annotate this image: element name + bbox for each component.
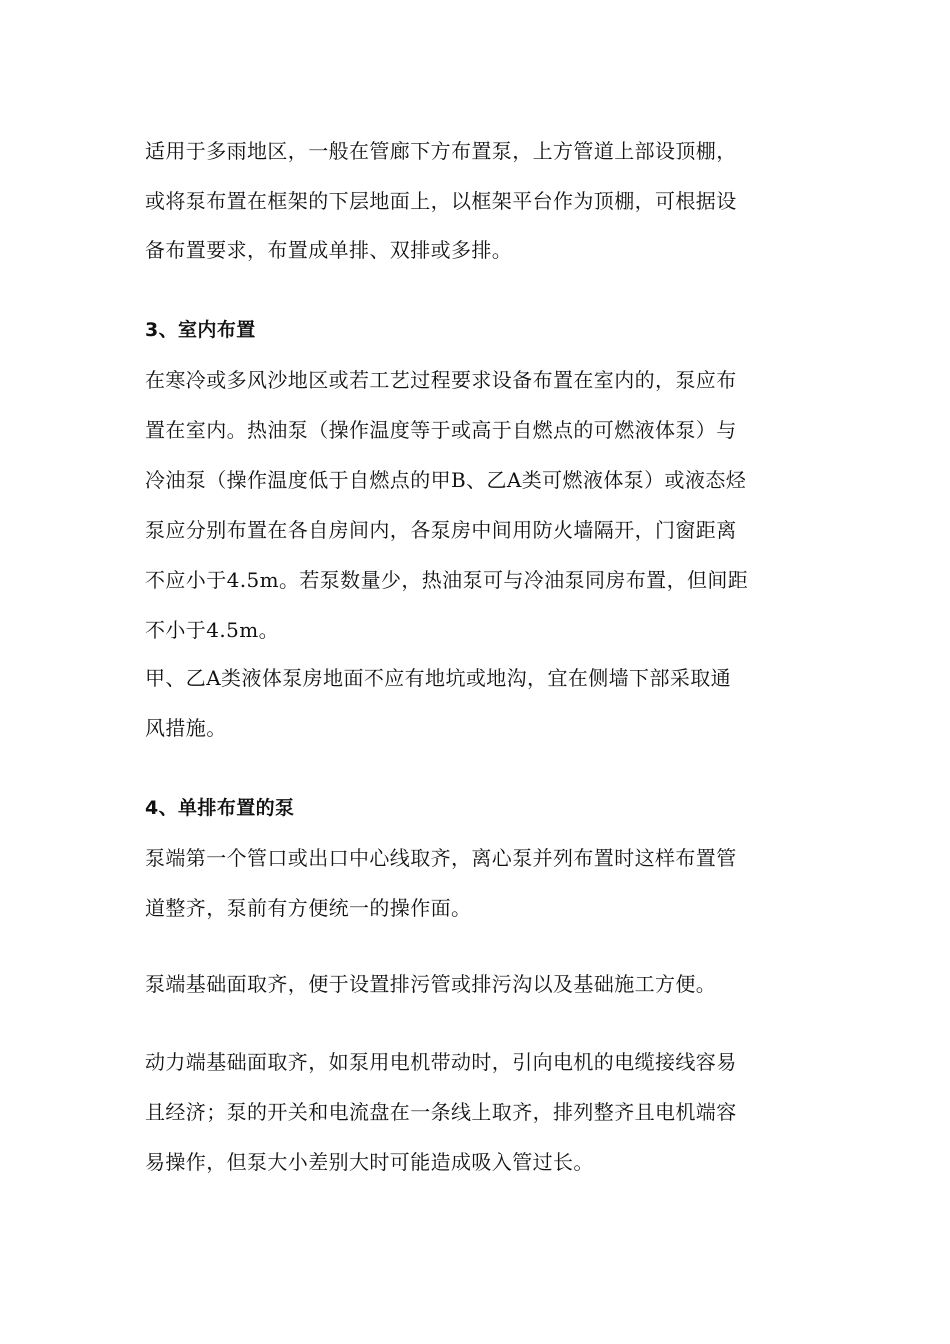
section-4-para-2-line-1: 泵端基础面取齐，便于设置排污管或排污沟以及基础施工方便。 bbox=[145, 972, 717, 996]
section-4-para-3-line-3: 易操作，但泵大小差别大时可能造成吸入管过长。 bbox=[145, 1150, 594, 1174]
section-4-para-1-line-2: 道整齐，泵前有方便统一的操作面。 bbox=[145, 896, 472, 920]
section-4-para-1-line-1: 泵端第一个管口或出口中心线取齐，离心泵并列布置时这样布置管 bbox=[145, 846, 737, 870]
section-4-para-3-line-1: 动力端基础面取齐，如泵用电机带动时，引向电机的电缆接线容易 bbox=[145, 1050, 737, 1074]
section-3-para-1-line-2: 置在室内。热油泵（操作温度等于或高于自燃点的可燃液体泵）与 bbox=[145, 418, 737, 442]
section-3-para-2-line-2: 风措施。 bbox=[145, 716, 227, 740]
section-3-heading: 3、室内布置 bbox=[145, 319, 256, 341]
intro-line-3: 备布置要求，布置成单排、双排或多排。 bbox=[145, 238, 513, 262]
section-4-para-3-line-2: 且经济；泵的开关和电流盘在一条线上取齐，排列整齐且电机端容 bbox=[145, 1100, 737, 1124]
section-3-para-1-line-4: 泵应分别布置在各自房间内，各泵房中间用防火墙隔开，门窗距离 bbox=[145, 518, 737, 542]
intro-line-1: 适用于多雨地区，一般在管廊下方布置泵，上方管道上部设顶棚， bbox=[145, 139, 737, 163]
section-3-para-1-line-3: 冷油泵（操作温度低于自燃点的甲B、乙A类可燃液体泵）或液态烃 bbox=[145, 468, 747, 492]
section-3-para-1-line-5: 不应小于4.5m。若泵数量少，热油泵可与冷油泵同房布置，但间距 bbox=[145, 568, 749, 592]
section-3-para-2-line-1: 甲、乙A类液体泵房地面不应有地坑或地沟，宜在侧墙下部采取通 bbox=[145, 666, 732, 690]
intro-line-2: 或将泵布置在框架的下层地面上，以框架平台作为顶棚，可根据设 bbox=[145, 189, 737, 213]
section-3-para-1-line-6: 不小于4.5m。 bbox=[145, 618, 279, 642]
section-4-heading: 4、单排布置的泵 bbox=[145, 797, 295, 819]
section-3-para-1-line-1: 在寒冷或多风沙地区或若工艺过程要求设备布置在室内的，泵应布 bbox=[145, 368, 737, 392]
